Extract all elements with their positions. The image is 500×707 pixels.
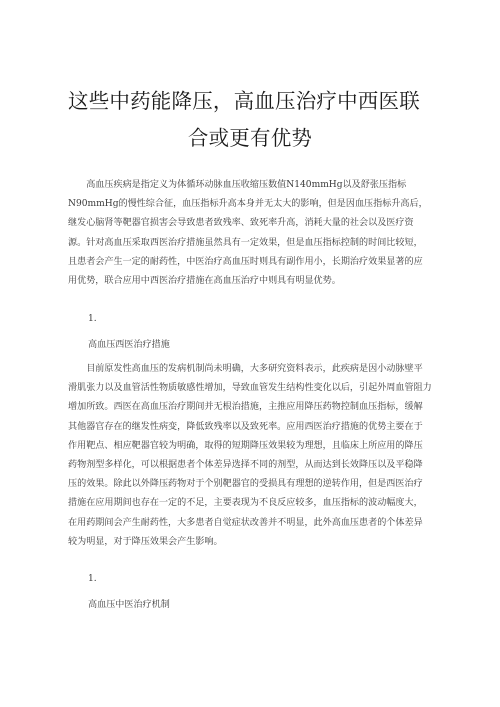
section-2-number: 1. <box>88 574 97 584</box>
paragraph-line: 继发心脑肾等靶器官损害会导致患者致残率、致死率升高，消耗大量的社会以及医疗资 <box>68 218 414 229</box>
paragraph-line: 源。针对高血压采取西医治疗措施虽然具有一定效果，但是血压指标控制的时间比较短， <box>68 237 423 248</box>
section-1-paragraph <box>68 360 434 552</box>
paragraph-line: 较为明显，对于降压效果会产生影响。 <box>68 536 223 547</box>
paragraph-line: 在用药期间会产生耐药性，大多患者自觉症状改善并不明显，此外高血压患者的个体差异 <box>68 517 423 528</box>
section-1-heading: 高血压西医治疗措施 <box>88 340 170 350</box>
paragraph-line: 目前原发性高血压的发病机制尚未明确，大多研究资料表示，此疾病是因小动脉壁平 <box>68 364 423 374</box>
section-1-number: 1. <box>88 314 97 324</box>
paragraph-line: 措施在应用期间也存在一定的不足，主要表现为不良反应较多，血压指标的波动幅度大， <box>68 498 423 509</box>
page-title-line-1: 这些中药能降压，高血压治疗中西医联 <box>68 89 420 113</box>
paragraph-line: 滑肌张力以及血管活性物质敏感性增加，导致血管发生结构性变化以后，引起外周血管阻力 <box>68 383 432 394</box>
page-title-line-2: 合或更有优势 <box>187 126 313 150</box>
paragraph-line: 高血压疾病是指定义为体循环动脉血压收缩压数值N140mmHg以及舒张压指标 <box>68 180 407 190</box>
section-2-heading: 高血压中医治疗机制 <box>88 600 170 610</box>
paragraph-line: 用优势，联合应用中西医治疗措施在高血压治疗中则具有明显优势。 <box>68 276 341 287</box>
paragraph-line: 压的效果。除此以外降压药物对于个别靶器官的受损具有理想的逆转作用，但是西医治疗 <box>68 479 423 490</box>
paragraph-line: 增加所致。西医在高血压治疗期间并无根治措施，主推应用降压药物控制血压指标，缓解 <box>68 402 423 413</box>
paragraph-line: 作用靶点、相应靶器官较为明确，取得的短期降压效果较为理想，且临床上所应用的降压 <box>68 440 423 451</box>
intro-paragraph <box>68 176 434 291</box>
paragraph-line: 且患者会产生一定的耐药性，中医治疗高血压时则具有副作用小，长期治疗效果显著的应 <box>68 256 423 267</box>
paragraph-line: 药物剂型多样化，可以根据患者个体差异选择不同的剂型，从而达到长效降压以及平稳降 <box>68 460 423 471</box>
paragraph-line: N90mmHg的慢性综合征，血压指标升高本身并无太大的影响，但是因血压指标升高后， <box>68 199 428 210</box>
paragraph-line: 其他器官存在的继发性病变，降低致残率以及致死率。应用西医治疗措施的优势主要在于 <box>68 421 423 432</box>
